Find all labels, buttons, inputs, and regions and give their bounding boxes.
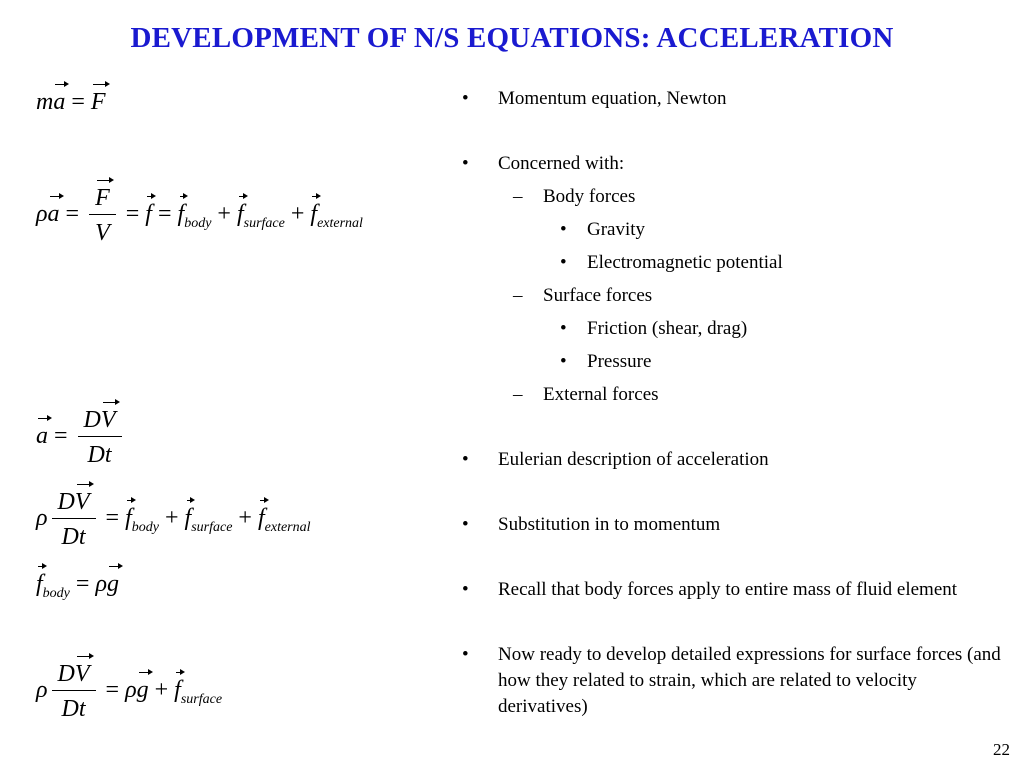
symbol-Dt: Dt <box>87 442 112 468</box>
subscript-surface: surface <box>243 216 285 232</box>
bullet-marker: • <box>560 219 567 240</box>
operator-plus: + <box>164 505 179 532</box>
operator-plus: + <box>238 505 252 532</box>
bullet-body-forces <box>460 184 1005 210</box>
bullet-marker: • <box>560 318 567 339</box>
symbol-Dt: Dt <box>61 696 86 722</box>
bullet-concerned-with <box>460 151 1005 177</box>
bullet-marker: • <box>560 252 567 273</box>
bullet-eulerian <box>460 447 1005 473</box>
subscript-surface: surface <box>191 520 233 536</box>
bullet-momentum <box>460 86 1005 112</box>
vector-g: g <box>106 571 119 597</box>
vector-V: V <box>74 489 90 515</box>
vector-f: f <box>36 571 43 597</box>
bullet-text: Concerned with: <box>498 153 625 174</box>
subscript-surface: surface <box>180 692 223 708</box>
symbol-rho: ρ <box>125 677 137 704</box>
bullet-marker: – <box>513 384 523 405</box>
bullet-marker: • <box>462 153 469 174</box>
vector-f: f <box>145 201 152 228</box>
bullet-text: Electromagnetic potential <box>587 252 783 273</box>
bullet-text: Surface forces <box>543 285 653 306</box>
bullet-text: External forces <box>543 384 659 405</box>
bullet-text: Recall that body forces apply to entire mass of fluid element <box>498 579 958 600</box>
symbol-rho: ρ <box>36 201 48 228</box>
bullet-pressure <box>460 349 1005 375</box>
bullet-marker: – <box>513 285 523 306</box>
vector-f: f <box>177 201 185 228</box>
symbol-D: D <box>57 489 75 515</box>
operator-equals: = <box>125 201 140 228</box>
operator-equals: = <box>105 505 120 532</box>
vector-F: F <box>95 185 110 211</box>
bullet-marker: • <box>462 449 469 470</box>
bullet-text: Now ready to develop detailed expressions for surface forces (and how they related to strain, which are related to velocity derivatives) <box>498 644 1001 717</box>
vector-f: f <box>184 505 192 532</box>
equation-body-force <box>36 572 119 601</box>
slide-title: DEVELOPMENT OF N/S EQUATIONS: ACCELERATION <box>130 22 894 54</box>
bullet-substitution <box>460 512 1005 538</box>
bullet-text: Friction (shear, drag) <box>587 318 748 339</box>
symbol-rho: ρ <box>36 505 48 532</box>
vector-f: f <box>310 201 318 228</box>
vector-V: V <box>100 407 116 433</box>
bullet-surface-forces <box>460 283 1005 309</box>
equation-momentum <box>36 490 311 549</box>
bullet-text: Eulerian description of acceleration <box>498 449 769 470</box>
bullet-marker: – <box>513 186 523 207</box>
operator-equals: = <box>54 423 68 450</box>
fraction-DV-over-Dt <box>52 662 96 721</box>
bullet-text: Momentum equation, Newton <box>498 88 727 109</box>
equation-acceleration <box>36 408 126 467</box>
bullet-marker: • <box>462 88 469 109</box>
symbol-m: m <box>36 89 54 115</box>
bullet-electromagnetic <box>460 250 1005 276</box>
vector-f: f <box>125 505 132 532</box>
symbol-rho: ρ <box>36 677 48 704</box>
vector-F: F <box>90 89 106 115</box>
bullet-recall-body-forces <box>460 577 1005 603</box>
equation-force-density <box>36 186 363 245</box>
bullet-text: Gravity <box>587 219 646 240</box>
bullet-friction <box>460 316 1005 342</box>
bullet-external-forces <box>460 382 1005 408</box>
fraction-F-over-V <box>89 186 116 245</box>
symbol-D: D <box>83 407 101 433</box>
bullet-text: Pressure <box>587 351 652 372</box>
subscript-body: body <box>131 520 159 536</box>
subscript-external: external <box>317 216 363 232</box>
bullet-marker: • <box>462 579 469 600</box>
bullet-now-ready <box>460 642 1005 720</box>
vector-f: f <box>236 201 244 228</box>
bullet-list <box>460 86 1005 720</box>
vector-g: g <box>136 677 149 704</box>
bullet-text: Body forces <box>543 186 636 207</box>
fraction-DV-over-Dt <box>78 408 122 467</box>
vector-f: f <box>257 505 265 532</box>
fraction-DV-over-Dt <box>52 490 96 549</box>
vector-a: a <box>47 201 60 228</box>
operator-equals: = <box>157 201 172 228</box>
symbol-D: D <box>57 661 75 687</box>
equation-newton <box>36 90 106 114</box>
operator-plus: + <box>290 201 305 228</box>
operator-plus: + <box>217 201 231 228</box>
page-number: 22 <box>993 740 1010 759</box>
subscript-body: body <box>184 216 212 232</box>
bullet-marker: • <box>462 644 469 665</box>
operator-equals: = <box>71 89 85 115</box>
vector-a: a <box>53 89 66 115</box>
equation-momentum-gravity <box>36 662 222 721</box>
operator-equals: = <box>75 571 90 597</box>
symbol-V: V <box>95 220 110 246</box>
operator-equals: = <box>65 201 80 228</box>
bullet-marker: • <box>462 514 469 535</box>
subscript-body: body <box>42 586 70 601</box>
bullet-text: Substitution in to momentum <box>498 514 721 535</box>
subscript-external: external <box>264 520 311 536</box>
bullet-marker: • <box>560 351 567 372</box>
symbol-rho: ρ <box>95 571 107 597</box>
symbol-Dt: Dt <box>61 524 86 550</box>
vector-a: a <box>36 423 48 450</box>
operator-plus: + <box>154 677 169 704</box>
operator-equals: = <box>105 677 120 704</box>
vector-V: V <box>74 661 90 687</box>
bullet-gravity <box>460 217 1005 243</box>
vector-f: f <box>174 677 181 704</box>
